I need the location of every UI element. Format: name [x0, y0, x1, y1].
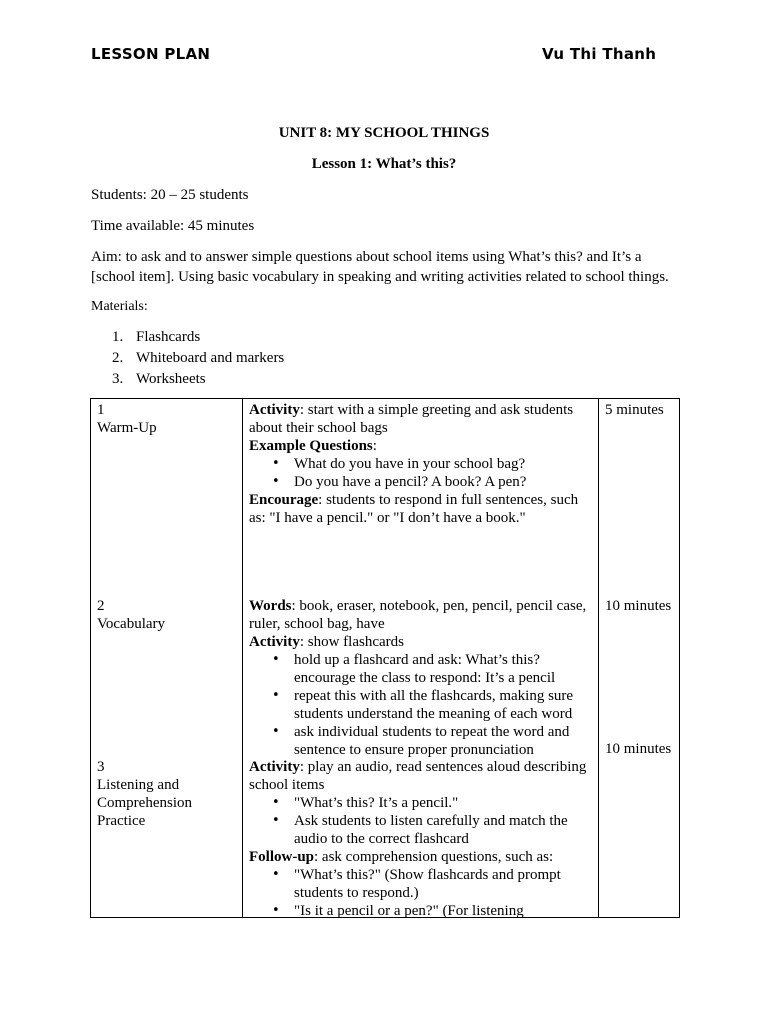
followup-text: : ask comprehension questions, such as:	[314, 849, 554, 865]
warmup-block	[249, 401, 594, 527]
list-number: 2.	[112, 350, 124, 366]
stage-number: 3	[97, 759, 105, 775]
list-item: Worksheets	[136, 371, 206, 387]
aim-line-1: Aim: to ask and to answer simple questions about school items using What’s this? and It’s a	[91, 249, 642, 265]
listening-block	[249, 758, 594, 920]
words-label: Words	[249, 598, 292, 614]
stage-name: Comprehension	[97, 795, 192, 811]
list-item: • "What’s this?" (Show flashcards and prompt students to respond.)	[294, 866, 594, 902]
stage-name: Vocabulary	[97, 616, 166, 632]
unit-title: UNIT 8: MY SCHOOL THINGS	[278, 125, 490, 141]
words-text: : book, eraser, notebook, pen, pencil, pencil case, ruler, school bag, have	[249, 598, 587, 632]
header-author: Vu Thi Thanh	[542, 45, 657, 63]
vocabulary-block	[249, 597, 594, 759]
list-item: • What do you have in your school bag?	[294, 455, 594, 473]
materials-label: Materials:	[91, 299, 148, 314]
stage-time: 5 minutes	[605, 402, 664, 418]
stage-column	[91, 399, 243, 918]
stage-number: 1	[97, 402, 105, 418]
list-item: Whiteboard and markers	[136, 350, 285, 366]
activity-text: : start with a simple greeting and ask students about their school bags	[249, 402, 574, 436]
activity-label: Activity	[249, 759, 300, 775]
encourage-text: : students to respond in full sentences, such as: "I have a pencil." or "I don’t have a book."	[249, 492, 579, 526]
activity-text: : show flashcards	[299, 634, 404, 650]
followup-label: Follow-up	[249, 849, 315, 865]
example-questions-label: Example Questions	[249, 438, 373, 454]
list-number: 1.	[112, 329, 124, 345]
activity-label: Activity	[249, 402, 300, 418]
list-item: • repeat this with all the flashcards, making sure students understand the meaning of each word	[294, 687, 594, 723]
list-item: Flashcards	[136, 329, 201, 345]
list-item: • "What’s this? It’s a pencil."	[294, 794, 594, 812]
list-item: • "Is it a pencil or a pen?" (For listening	[294, 902, 594, 920]
time-available-line: Time available: 45 minutes	[91, 218, 255, 234]
list-item: • Do you have a pencil? A book? A pen?	[294, 473, 594, 491]
stage-name: Warm-Up	[97, 420, 157, 436]
list-item: • Ask students to listen carefully and match the audio to the correct flashcard	[294, 812, 594, 848]
stage-name: Listening and	[97, 777, 180, 793]
list-number: 3.	[112, 371, 124, 387]
activity-label: Activity	[249, 634, 300, 650]
time-column	[599, 399, 680, 918]
encourage-label: Encourage	[249, 492, 319, 508]
followup-questions-list	[249, 866, 594, 920]
list-item: • hold up a flashcard and ask: What’s this? encourage the class to respond: It’s a pencil	[294, 651, 594, 687]
lesson-plan-table	[90, 398, 680, 918]
colon: :	[372, 438, 377, 454]
example-questions-list	[249, 455, 594, 491]
activity-text: : play an audio, read sentences aloud describing school items	[249, 759, 587, 793]
aim-line-2: [school item]. Using basic vocabulary in speaking and writing activities related to school things.	[91, 269, 669, 285]
stage-time: 10 minutes	[605, 598, 672, 614]
students-line: Students: 20 – 25 students	[91, 187, 249, 203]
list-item: • ask individual students to repeat the word and sentence to ensure proper pronunciation	[294, 723, 594, 759]
stage-time: 10 minutes	[605, 741, 672, 757]
activity-column	[243, 399, 599, 918]
stage-number: 2	[97, 598, 105, 614]
listening-steps-list	[249, 794, 594, 848]
lesson-title: Lesson 1: What’s this?	[311, 156, 457, 172]
header-title: LESSON PLAN	[91, 45, 211, 63]
vocabulary-steps-list	[249, 651, 594, 759]
stage-name: Practice	[97, 813, 146, 829]
